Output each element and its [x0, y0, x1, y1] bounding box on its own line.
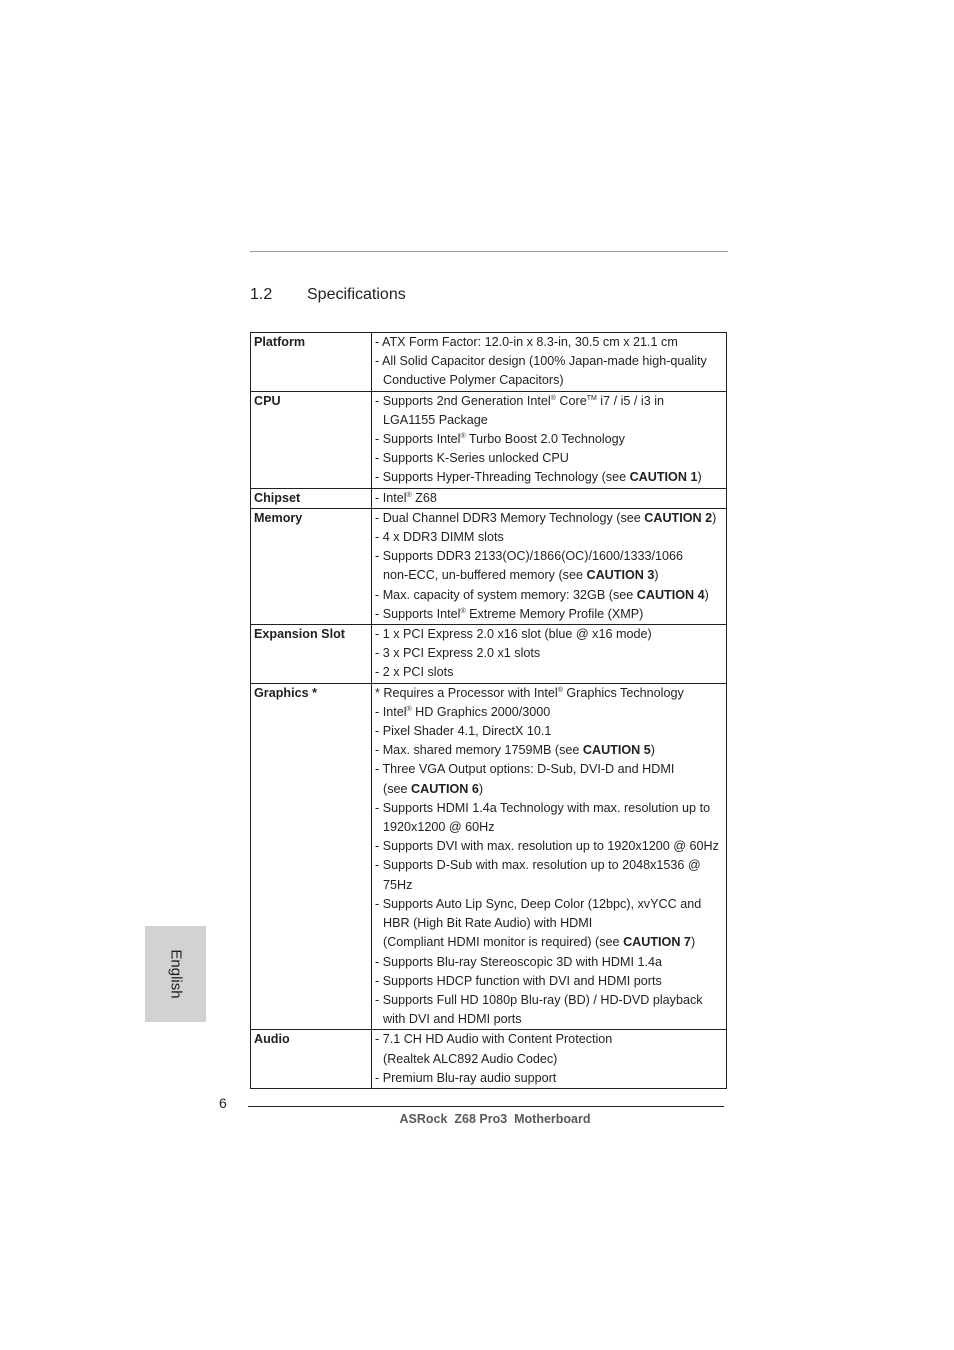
- spec-line: - Supports DVI with max. resolution up to 1920x1200 @ 60Hz: [375, 839, 719, 854]
- spec-line: (Compliant HDMI monitor is required) (see CAUTION 7): [383, 935, 696, 950]
- spec-row: [251, 683, 727, 1030]
- spec-line: - Max. shared memory 1759MB (see CAUTION 5): [375, 743, 655, 758]
- spec-line: with DVI and HDMI ports: [383, 1012, 522, 1027]
- spec-line: (see CAUTION 6): [383, 781, 484, 796]
- spec-line: - Intel® HD Graphics 2000/3000: [375, 704, 551, 719]
- spec-value: [372, 333, 727, 392]
- spec-line: - Intel® Z68: [375, 490, 437, 505]
- spec-line: Conductive Polymer Capacitors): [383, 373, 564, 388]
- spec-line: - Supports 2nd Generation Intel® Core™ i7 / i5 / i3 in: [375, 393, 665, 408]
- spec-line: - 1 x PCI Express 2.0 x16 slot (blue @ x16 mode): [375, 627, 652, 642]
- spec-value: [372, 508, 727, 624]
- spec-row: [251, 625, 727, 684]
- spec-row: [251, 391, 727, 488]
- spec-line: - Supports Intel® Extreme Memory Profile (XMP): [375, 606, 644, 621]
- spec-row: [251, 508, 727, 624]
- spec-line: (Realtek ALC892 Audio Codec): [383, 1051, 558, 1066]
- spec-line: - Supports Hyper-Threading Technology (see CAUTION 1): [375, 470, 702, 485]
- spec-line: - Supports Intel® Turbo Boost 2.0 Technology: [375, 432, 625, 447]
- specifications-table: [250, 332, 727, 1089]
- spec-line: LGA1155 Package: [383, 412, 488, 427]
- spec-line: - Premium Blu-ray audio support: [375, 1070, 557, 1085]
- language-label: English: [167, 949, 184, 999]
- spec-label: Memory: [251, 508, 372, 624]
- spec-line: - All Solid Capacitor design (100% Japan-made high-quality: [375, 354, 707, 369]
- spec-row: [251, 333, 727, 392]
- spec-line: * Requires a Processor with Intel® Graphics Technology: [375, 685, 684, 700]
- spec-value: [372, 683, 727, 1030]
- spec-line: 1920x1200 @ 60Hz: [383, 820, 495, 835]
- spec-line: - Dual Channel DDR3 Memory Technology (see CAUTION 2): [375, 510, 717, 525]
- spec-line: - Pixel Shader 4.1, DirectX 10.1: [375, 724, 552, 739]
- spec-line: - Supports D-Sub with max. resolution up to 2048x1536 @: [375, 858, 701, 873]
- spec-line: - Supports Auto Lip Sync, Deep Color (12bpc), xvYCC and: [375, 896, 702, 911]
- section-title: Specifications: [307, 286, 406, 303]
- specifications-table-body: [251, 333, 727, 1089]
- footer-divider: [248, 1106, 724, 1107]
- spec-line: - ATX Form Factor: 12.0-in x 8.3-in, 30.5 cm x 21.1 cm: [375, 335, 678, 349]
- spec-line: - Three VGA Output options: D-Sub, DVI-D and HDMI: [375, 762, 675, 777]
- spec-line: - Supports K-Series unlocked CPU: [375, 451, 569, 466]
- spec-label: Chipset: [251, 488, 372, 508]
- top-divider: [250, 251, 728, 252]
- spec-line: - Supports Full HD 1080p Blu-ray (BD) / HD-DVD playback: [375, 992, 703, 1007]
- spec-value: [372, 1030, 727, 1089]
- page-number: 6: [219, 1095, 227, 1111]
- footer-title: ASRock Z68 Pro3 Motherboard: [399, 1112, 591, 1126]
- spec-label: Platform: [251, 333, 372, 392]
- section-number: 1.2: [250, 286, 273, 303]
- spec-line: - Max. capacity of system memory: 32GB (see CAUTION 4): [375, 587, 709, 602]
- spec-line: - Supports HDMI 1.4a Technology with max. resolution up to: [375, 800, 711, 815]
- spec-label: Expansion Slot: [251, 625, 372, 684]
- spec-line: - Supports HDCP function with DVI and HDMI ports: [375, 973, 662, 988]
- section-heading: [250, 286, 406, 304]
- spec-line: - 2 x PCI slots: [375, 665, 454, 680]
- spec-value: [372, 488, 727, 508]
- spec-label: Audio: [251, 1030, 372, 1089]
- spec-line: HBR (High Bit Rate Audio) with HDMI: [383, 916, 593, 931]
- spec-line: 75Hz: [383, 877, 413, 892]
- spec-label: CPU: [251, 391, 372, 488]
- spec-line: - 7.1 CH HD Audio with Content Protection: [375, 1032, 613, 1047]
- spec-row: [251, 1030, 727, 1089]
- spec-value: [372, 391, 727, 488]
- language-side-tab: [145, 926, 206, 1022]
- spec-label: Graphics *: [251, 683, 372, 1030]
- spec-line: - Supports DDR3 2133(OC)/1866(OC)/1600/1333/1066: [375, 549, 684, 564]
- spec-line: non-ECC, un-buffered memory (see CAUTION 3): [383, 568, 659, 583]
- spec-line: - 3 x PCI Express 2.0 x1 slots: [375, 646, 541, 661]
- spec-value: [372, 625, 727, 684]
- spec-line: - Supports Blu-ray Stereoscopic 3D with HDMI 1.4a: [375, 954, 662, 969]
- spec-row: [251, 488, 727, 508]
- spec-line: - 4 x DDR3 DIMM slots: [375, 530, 504, 545]
